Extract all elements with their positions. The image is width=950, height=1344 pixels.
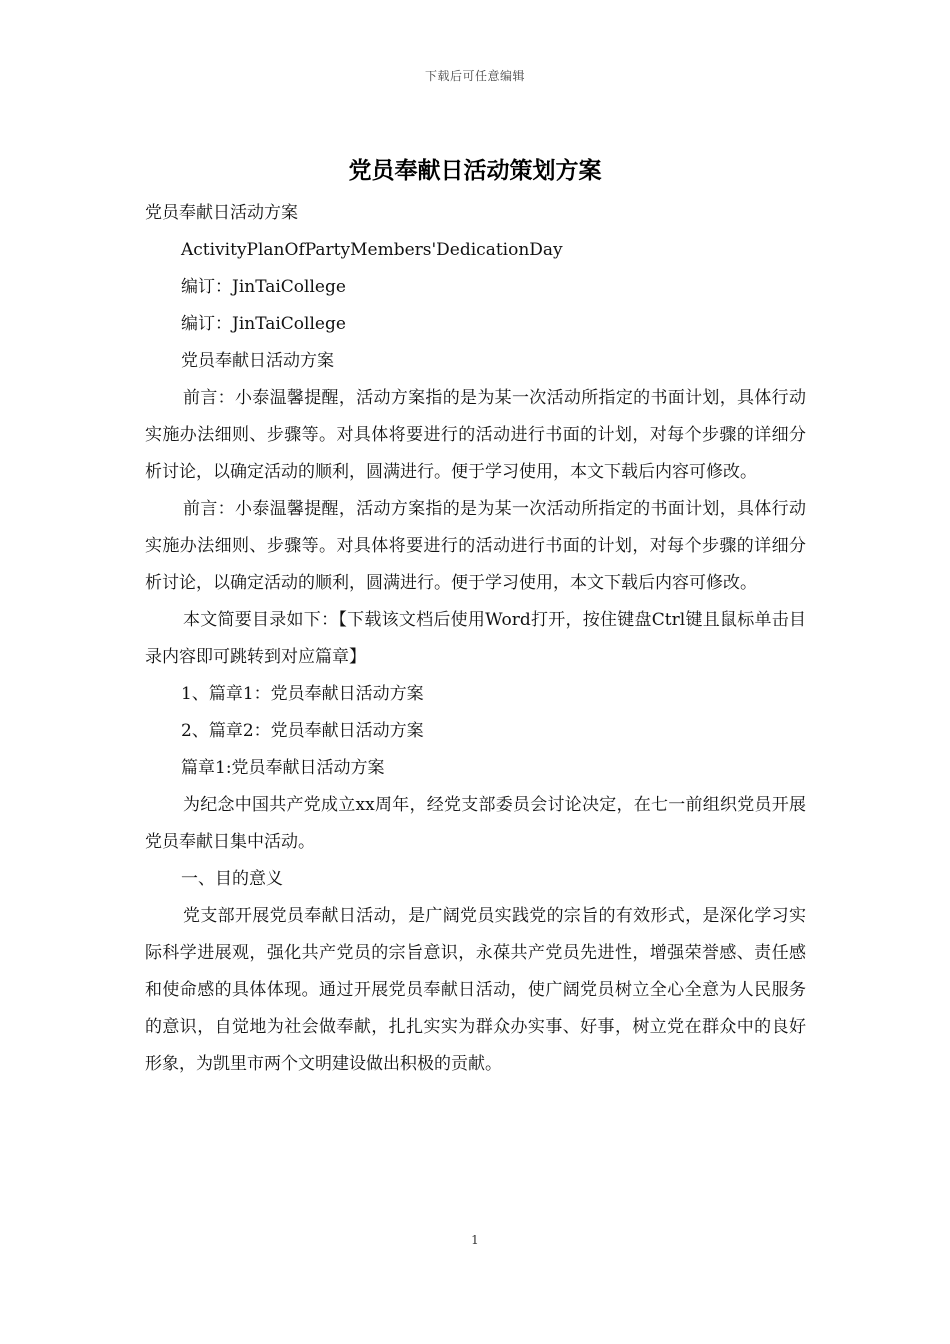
paragraph-preface-2: 前言：小泰温馨提醒，活动方案指的是为某一次活动所指定的书面计划，具体行动实施办法细则、步骤等。对具体将要进行的活动进行书面的计划，对每个步骤的详细分析讨论，以确定活动的顺利，圆满进行。便于学习使用，本文下载后内容可修改。	[145, 499, 806, 593]
header-note: 下载后可任意编辑	[424, 69, 525, 83]
paragraph-editor-2: 编订：JinTaiCollege	[181, 314, 346, 334]
toc-item-1[interactable]: 1、篇章1：党员奉献日活动方案	[181, 684, 424, 704]
section-heading-purpose: 一、目的意义	[181, 869, 283, 889]
paragraph-english-title: ActivityPlanOfPartyMembers'DedicationDay	[181, 240, 563, 260]
document-body	[145, 195, 806, 1083]
page-number: 1	[471, 1233, 479, 1247]
paragraph-subtitle: 党员奉献日活动方案	[145, 203, 298, 223]
paragraph-toc-intro: 本文简要目录如下：【下载该文档后使用Word打开，按住键盘Ctrl键且鼠标单击目录内容即可跳转到对应篇章】	[145, 610, 806, 667]
paragraph-purpose: 党支部开展党员奉献日活动，是广阔党员实践党的宗旨的有效形式，是深化学习实际科学进展观，强化共产党员的宗旨意识，永葆共产党员先进性，增强荣誉感、责任感和使命感的具体体现。通过开展党员奉献日活动，使广阔党员树立全心全意为人民服务的意识，自觉地为社会做奉献，扎扎实实为群众办实事、好事，树立党在群众中的良好形象，为凯里市两个文明建设做出积极的贡献。	[145, 906, 806, 1074]
chapter-heading-1: 篇章1:党员奉献日活动方案	[181, 758, 385, 778]
paragraph-plan-name: 党员奉献日活动方案	[181, 351, 334, 371]
paragraph-editor-1: 编订：JinTaiCollege	[181, 277, 346, 297]
toc-item-2[interactable]: 2、篇章2：党员奉献日活动方案	[181, 721, 424, 741]
document-title: 党员奉献日活动策划方案	[348, 157, 602, 184]
paragraph-preface-1: 前言：小泰温馨提醒，活动方案指的是为某一次活动所指定的书面计划，具体行动实施办法细则、步骤等。对具体将要进行的活动进行书面的计划，对每个步骤的详细分析讨论，以确定活动的顺利，圆满进行。便于学习使用，本文下载后内容可修改。	[145, 388, 806, 482]
paragraph-intro: 为纪念中国共产党成立xx周年，经党支部委员会讨论决定，在七一前组织党员开展党员奉献日集中活动。	[145, 795, 806, 852]
